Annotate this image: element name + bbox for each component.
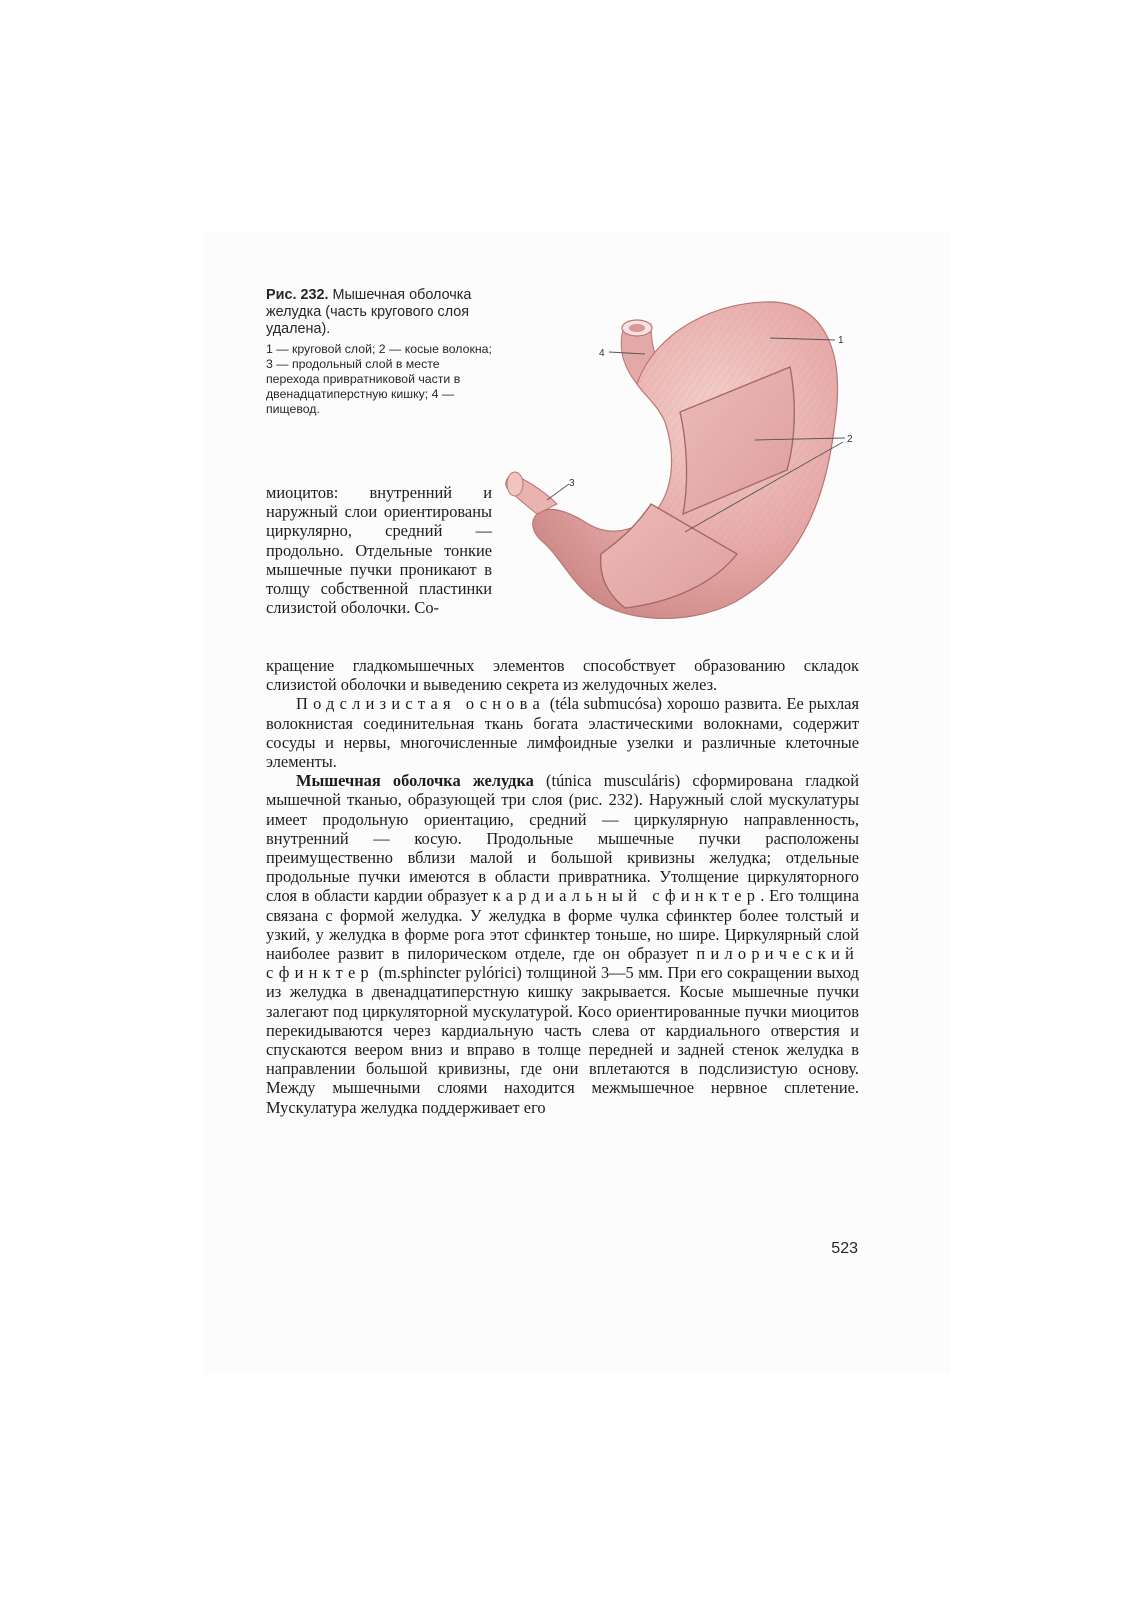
term-muscular-coat: Мышечная оболочка желудка — [296, 771, 534, 791]
caption-label: Рис. 232. — [266, 287, 329, 303]
paragraph-2: Подслизистая основа (téla submucósa) хорошо развита. Ее рыхлая волокнистая соединительная ткань богата эластическими волокнами, содержит сосуды и нервы, многочисленные лимфоидные узелки и различные клеточные элементы. — [266, 694, 859, 772]
page-number: 523 — [831, 1240, 858, 1257]
caption-title-text: Мышечная оболочка желудка (часть кругового слоя удалена). — [266, 287, 472, 337]
paragraph-3: Мышечная оболочка желудка (túnica musculáris) сформирована гладкой мышечной тканью, образующей три слоя (рис. 232). Наружный слой мускулатуры имеет продольную ориентацию, средний — циркулярную направленность, внутренний — косую. Продольные мышечные пучки расположены преимущественно вблизи малой и большой кривизны желудка; отдельные продольные пучки имеются в области привратника. Утолщение циркуляторного слоя в области кардии образует кардиальный сфинктер. Его толщина связана с формой желудка. У желудка в форме чулка сфинктер более толстый и узкий, у желудка в форме рога этот сфинктер тоньше, но шире. Циркулярный слой наиболее развит в пилорическом отделе, где он образует пилорический сфинктер (m.sphincter pylórici) толщиной 3—5 мм. При его сокращении выход из желудка в двенадцатиперстную кишку закрывается. Косые мышечные пучки залегают под циркуляторной мускулатурой. Косо ориентированные пучки миоцитов перекидываются через кардиальную часть слева от кардиального отверстия и спускаются веером вниз и вправо в толще передней и задней стенок желудка в направлении большой кривизны, где они вплетаются в подслизистую основу. Между мышечными слоями находится межмышечное нервное сплетение. Мускулатура желудка поддерживает его — [266, 771, 860, 1117]
stomach-illustration — [505, 292, 860, 627]
wrapped-text-block: миоцитов: внутренний и наружный слои ориентированы циркулярно, средний — продольно. Отдельные тонкие мышечные пучки проникают в толщу собственной пластинки слизистой оболочки. Со- — [266, 483, 492, 618]
callout-2: 2 — [847, 434, 853, 445]
callout-1: 1 — [838, 335, 844, 346]
term-pyloric-sphincter: пилорический сфинктер — [266, 944, 859, 983]
callout-3: 3 — [569, 478, 575, 489]
paragraph-1-continued: кращение гладкомышечных элементов способствует образованию складок слизистой оболочки и выведению секрета из желудочных желез. — [266, 656, 859, 695]
term-submucosa: Подслизистая основа — [296, 694, 545, 714]
caption-title — [266, 287, 496, 338]
figure-caption — [266, 287, 496, 417]
term-cardiac-sphincter: кардиальный сфинктер — [492, 886, 761, 906]
caption-legend: 1 — круговой слой; 2 — косые волокна; 3 — продольный слой в месте перехода привратниковой части в двенадцатиперстную кишку; 4 — пищевод. — [266, 342, 492, 416]
body-text — [266, 656, 859, 1117]
callout-4: 4 — [599, 348, 605, 359]
